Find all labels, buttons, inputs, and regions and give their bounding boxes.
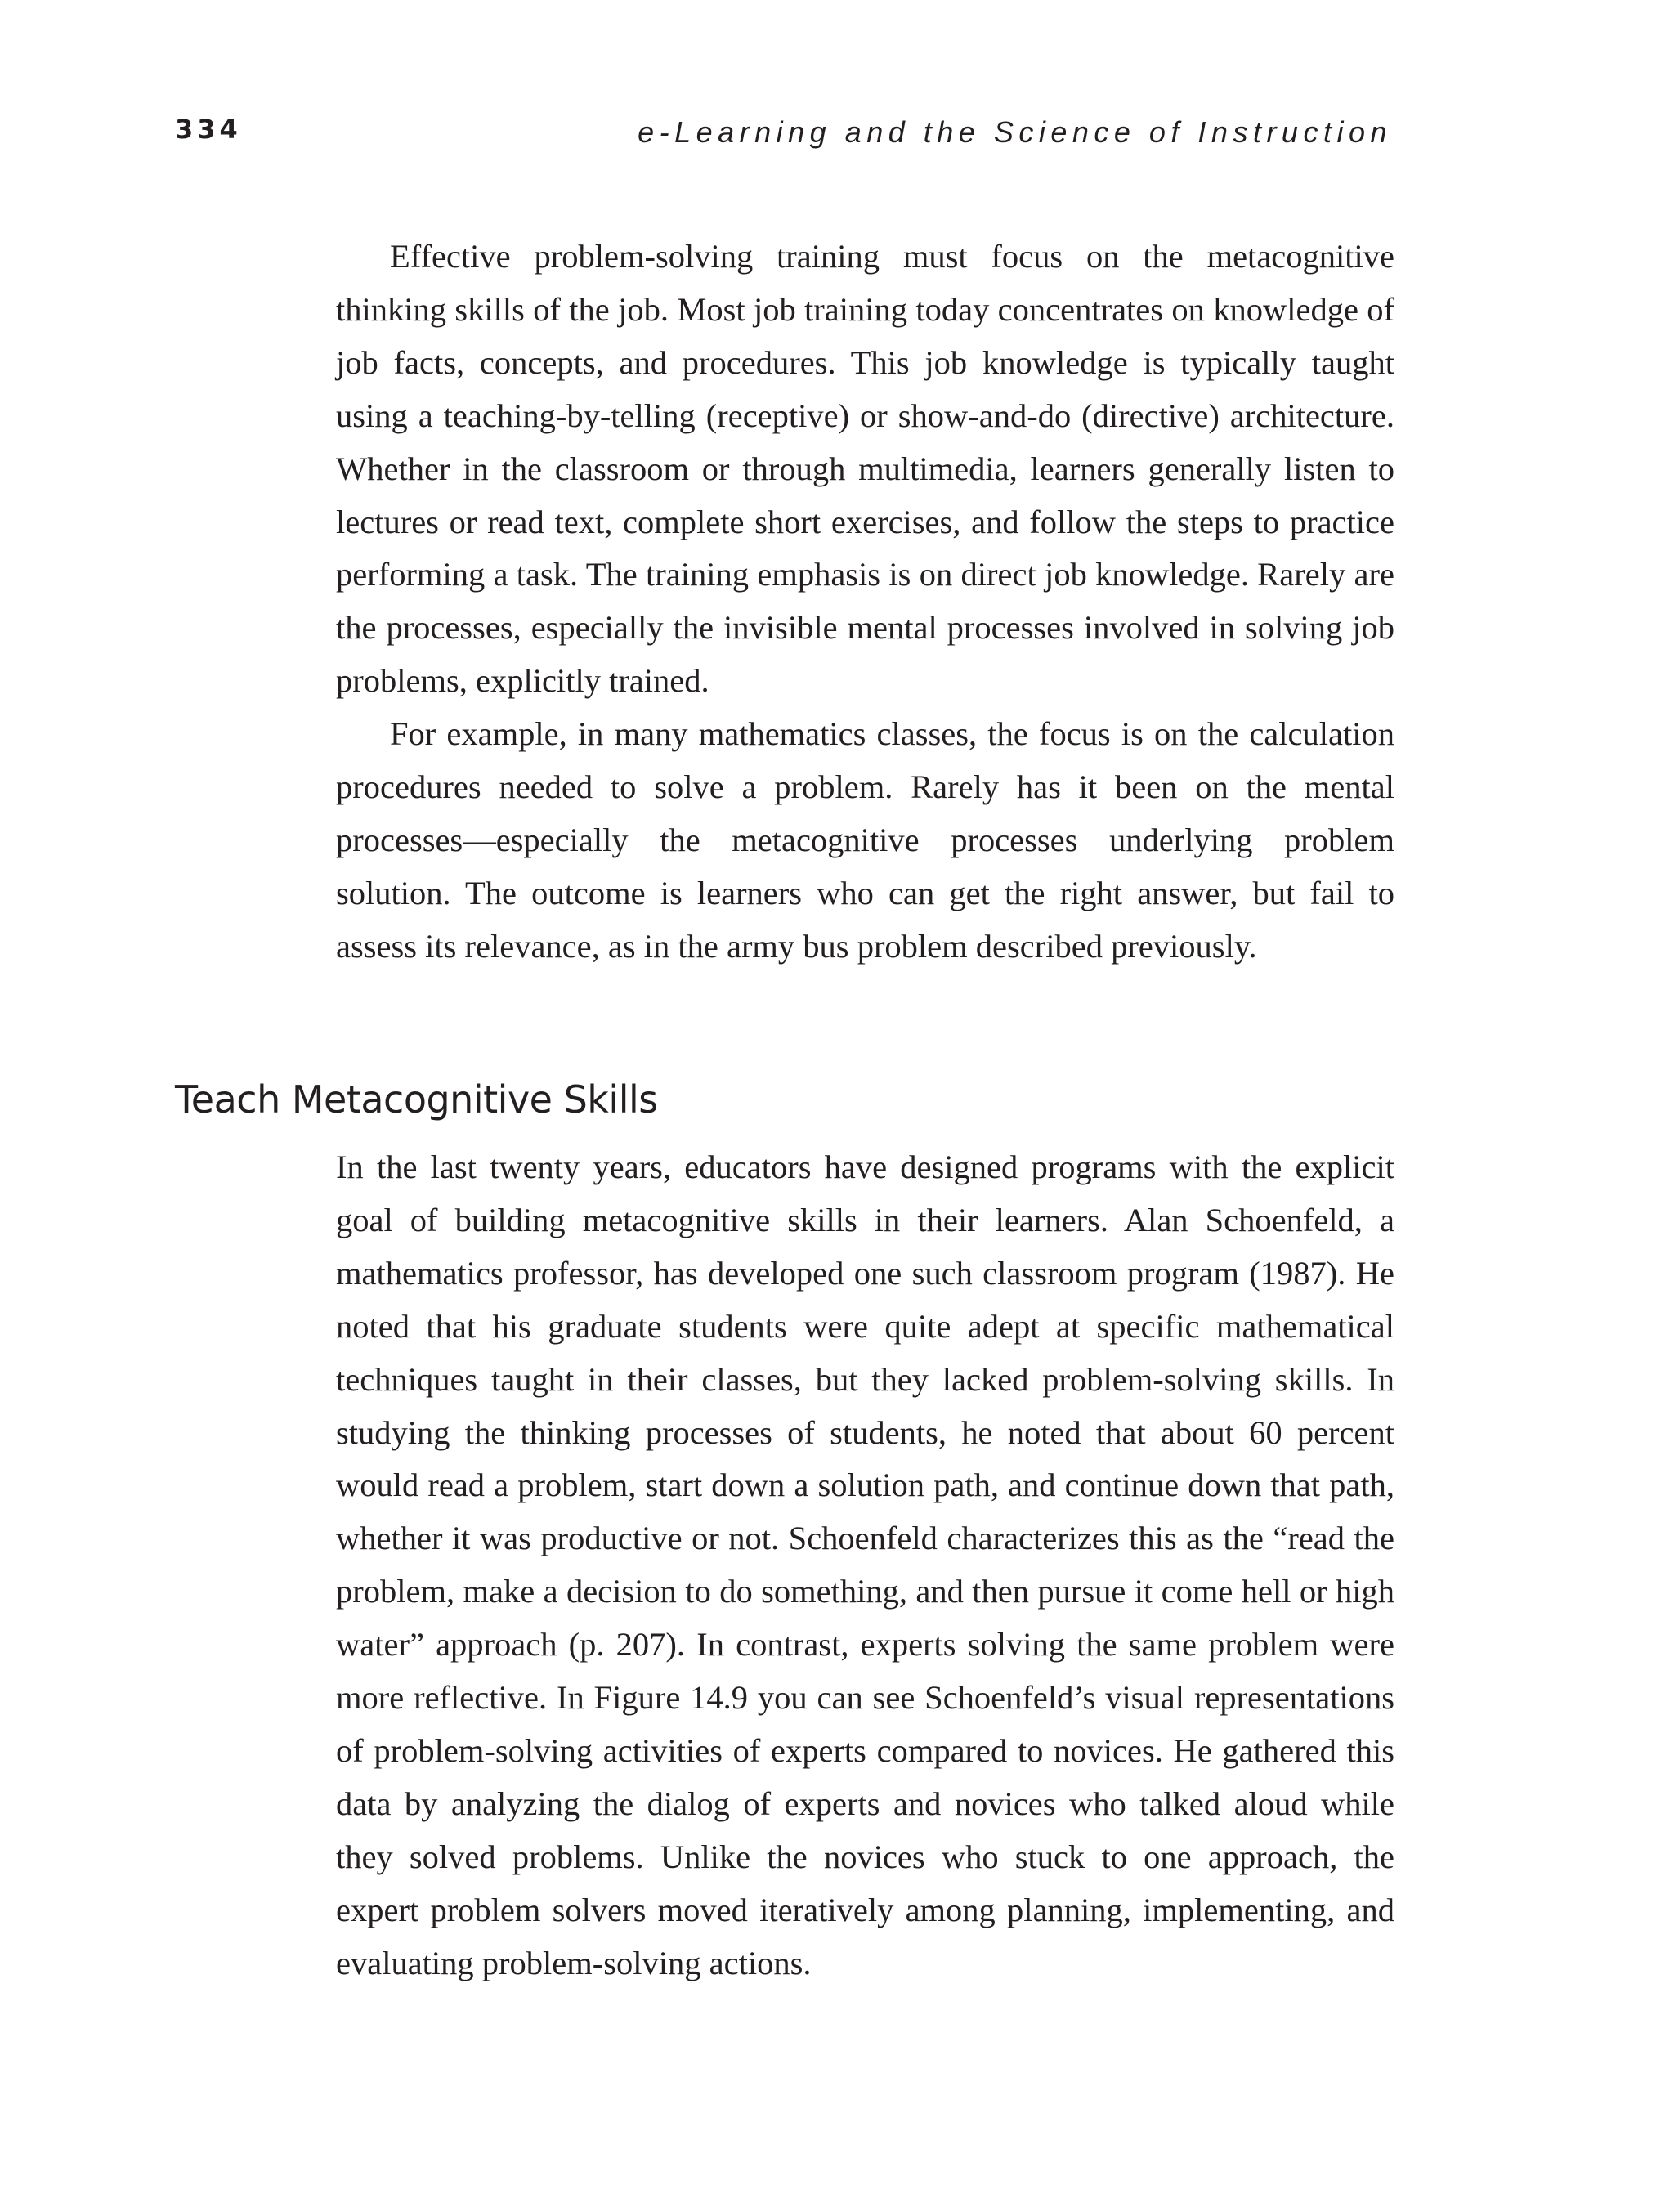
intro-text-block — [336, 231, 1394, 974]
running-head: e-Learning and the Science of Instruction — [638, 115, 1392, 149]
section-heading: Teach Metacognitive Skills — [175, 1077, 658, 1122]
paragraph: For example, in many mathematics classes, the focus is on the calculation procedures needed to solve a problem. Rarely has it been on the mental processes—especially the metacognitive processes underlying problem solution. The outcome is learners who can get the right answer, but fail to assess its relevance, as in the army bus problem described previously. — [336, 715, 1394, 965]
section-text-block — [336, 1141, 1394, 1990]
paragraph: In the last twenty years, educators have designed programs with the explicit goal of building metacognitive skills in their learners. Alan Schoenfeld, a mathematics professor, has developed one such classroom program (1987). He noted that his graduate students were quite adept at specific mathematical techniques taught in their classes, but they lacked problem-solving skills. In studying the thinking processes of students, he noted that about 60 percent would read a problem, start down a solution path, and continue down that path, whether it was productive or not. Schoenfeld characterizes this as the “read the problem, make a decision to do something, and then pursue it come hell or high water” approach (p. 207). In contrast, experts solving the same problem were more reflective. In Figure 14.9 you can see Schoenfeld’s visual representations of problem-solving activities of experts compared to novices. He gathered this data by analyzing the dialog of experts and novices who talked aloud while they solved problems. Unlike the novices who stuck to one approach, the expert problem solvers moved iteratively among planning, implementing, and evaluating problem-solving actions. — [336, 1149, 1394, 1981]
paragraph: Effective problem-solving training must focus on the metacognitive thinking skills of the job. Most job training today concentrates on knowledge of job facts, concepts, and procedures. This job knowledge is typically taught using a teaching-by-telling (receptive) or show-and-do (directive) architecture. Whether in the classroom or through multimedia, learners generally listen to lectures or read text, complete short exercises, and follow the steps to practice performing a task. The training emphasis is on direct job knowledge. Rarely are the processes, especially the invisible mental processes involved in solving job problems, explicitly trained. — [336, 238, 1394, 700]
page-number: 334 — [175, 114, 242, 145]
